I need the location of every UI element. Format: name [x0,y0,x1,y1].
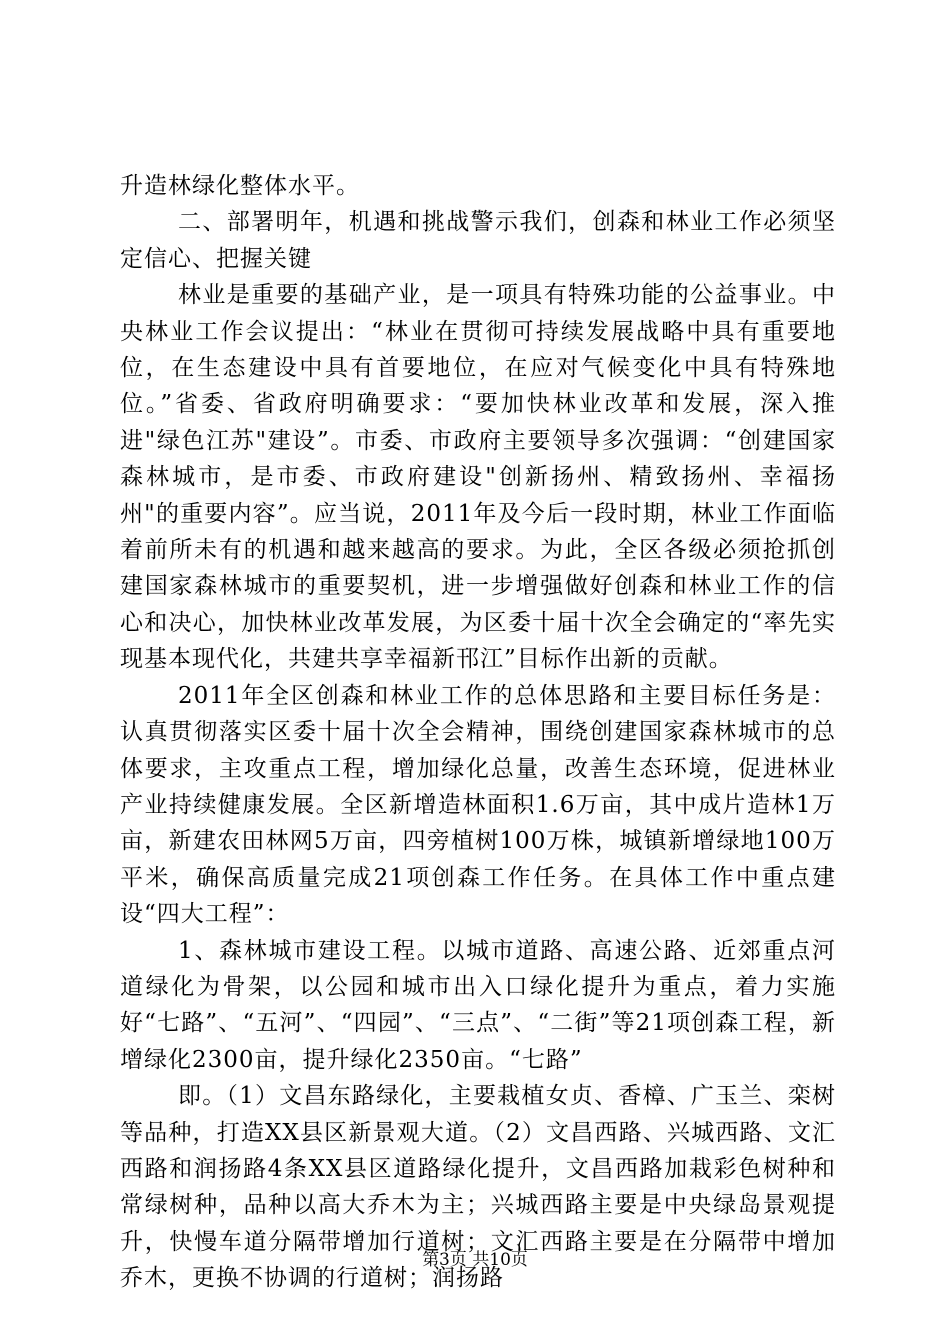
document-body [120,168,836,1297]
paragraph: 1、森林城市建设工程。以城市道路、高速公路、近郊重点河道绿化为骨架，以公园和城市出入口绿化提升为重点，着力实施好“七路”、“五河”、“四园”、“三点”、“二街”等21项创森工程，新增绿化2300亩，提升绿化2350亩。“七路” [120,937,836,1073]
paragraph: 林业是重要的基础产业，是一项具有特殊功能的公益事业。中央林业工作会议提出：“林业在贯彻可持续发展战略中具有重要地位，在生态建设中具有首要地位，在应对气候变化中具有特殊地位。”省委、省政府明确要求：“要加快林业改革和发展，深入推进"绿色江苏"建设”。市委、市政府主要领导多次强调：“创建国家森林城市，是市委、市政府建设"创新扬州、精致扬州、幸福扬州"的重要内容”。应当说，2011年及今后一段时期，林业工作面临着前所未有的机遇和越来越高的要求。为此，全区各级必须抢抓创建国家森林城市的重要契机，进一步增强做好创森和林业工作的信心和决心，加快林业改革发展，为区委十届十次全会确定的“率先实现基本现代化，共建共享幸福新邗江”目标作出新的贡献。 [120,282,836,673]
paragraph: 2011年全区创森和林业工作的总体思路和主要目标任务是：认真贯彻落实区委十届十次全会精神，围绕创建国家森林城市的总体要求，主攻重点工程，增加绿化总量，改善生态环境，促进林业产业持续健康发展。全区新增造林面积1.6万亩，其中成片造林1万亩，新建农田林网5万亩，四旁植树100万株，城镇新增绿地100万平米，确保高质量完成21项创森工作任务。在具体工作中重点建设“四大工程”： [120,682,836,928]
paragraph-continuation: 升造林绿化整体水平。 [120,173,360,199]
page-number-footer: 第3页 共10页 [422,1250,528,1270]
paragraph: 即。（1）文昌东路绿化，主要栽植女贞、香樟、广玉兰、栾树等品种，打造XX县区新景观大道。（2）文昌西路、兴城西路、文汇西路和润扬路4条XX县区道路绿化提升，文昌西路加栽彩色树种和常绿树种，品种以高大乔木为主；兴城西路主要是中央绿岛景观提升，快慢车道分隔带增加行道树；文汇西路主要是在分隔带中增加乔木，更换不协调的行道树；润扬路 [120,1083,836,1292]
section-heading: 二、部署明年，机遇和挑战警示我们，创森和林业工作必须坚定信心、把握关键 [120,209,836,272]
